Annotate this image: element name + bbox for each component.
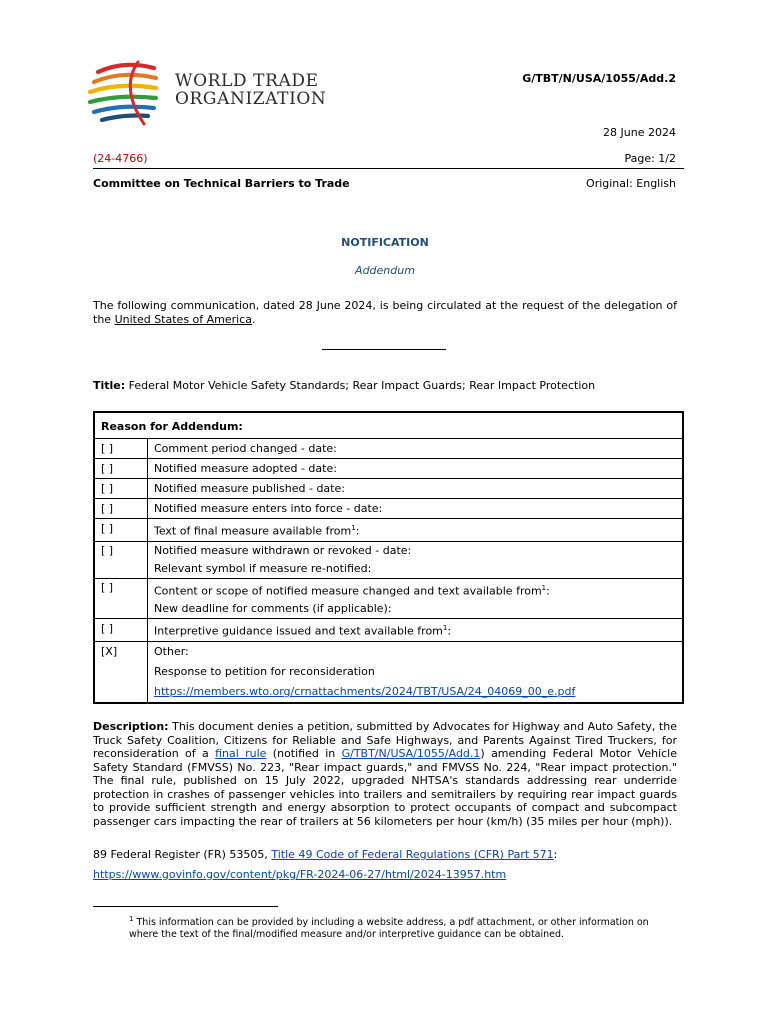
table-row xyxy=(94,541,683,578)
checkbox-mark: [ ] xyxy=(94,459,148,479)
header-divider xyxy=(93,168,684,169)
cfr-link[interactable]: Title 49 Code of Federal Regulations (CFR) Part 571 xyxy=(271,848,554,861)
reason-table xyxy=(93,411,684,704)
original-language: Original: English xyxy=(586,177,676,190)
footnote-divider xyxy=(93,906,278,907)
footnote xyxy=(93,913,677,941)
federal-register-line xyxy=(93,848,557,861)
intro-text: The following communication, dated 28 June 2024, is being circulated at the request of the delegation of the xyxy=(93,299,677,326)
checkbox-mark: [ ] xyxy=(94,619,148,642)
govinfo-link[interactable]: https://www.govinfo.gov/content/pkg/FR-2024-06-27/html/2024-13957.htm xyxy=(93,868,507,881)
footnote-ref: 1 xyxy=(442,624,448,633)
reason-text xyxy=(148,519,684,542)
table-row xyxy=(94,479,683,499)
reason-text: Notified measure adopted - date: xyxy=(148,459,684,479)
reason-text: Comment period changed - date: xyxy=(148,439,684,459)
notification-link[interactable]: G/TBT/N/USA/1055/Add.1 xyxy=(341,747,481,760)
title-line xyxy=(93,379,595,392)
reason-line: Other: xyxy=(154,644,189,658)
reason-text xyxy=(148,619,684,642)
footnote-mark: 1 xyxy=(129,915,134,923)
table-row xyxy=(94,519,683,542)
footnote-text: This information can be provided by including a website address, a pdf attachment, or other information on where the text of the final/modified measure and/or interpretive guidance can be obtained. xyxy=(129,917,649,941)
table-row xyxy=(94,619,683,642)
checkbox-mark: [ ] xyxy=(94,541,148,578)
reason-line: Interpretive guidance issued and text available from xyxy=(154,624,443,638)
org-line-2: ORGANIZATION xyxy=(175,89,327,109)
reason-text: Notified measure enters into force - date: xyxy=(148,499,684,519)
reason-text: Notified measure published - date: xyxy=(148,479,684,499)
table-row xyxy=(94,459,683,479)
reason-line xyxy=(154,579,682,601)
checkbox-mark: [X] xyxy=(94,641,148,703)
govinfo-line xyxy=(93,868,506,881)
reference-number: (24-4766) xyxy=(93,152,148,165)
checkbox-mark: [ ] xyxy=(94,479,148,499)
title-label: Title: xyxy=(93,379,126,392)
reason-text xyxy=(148,578,684,619)
section-separator xyxy=(322,349,446,350)
reason-header-row xyxy=(94,412,683,439)
reason-colon: : xyxy=(546,584,550,598)
title-text: Federal Motor Vehicle Safety Standards; Rear Impact Guards; Rear Impact Protection xyxy=(128,379,596,392)
reason-line: Text of final measure available from xyxy=(154,524,352,538)
table-row xyxy=(94,578,683,619)
reason-text xyxy=(148,641,684,703)
org-line-1: WORLD TRADE xyxy=(175,71,319,91)
checkbox-mark: [ ] xyxy=(94,439,148,459)
checkbox-mark: [ ] xyxy=(94,499,148,519)
document-date: 28 June 2024 xyxy=(603,126,676,139)
description-text-3: ) amending Federal Motor Vehicle Safety Standard (FMVSS) No. 223, "Rear impact guards," and FMVSS No. 224, "Rear impact protection." The final rule, published on 15 July 2022, upgraded NHTSA's standards addressing rear underride protection in crashes of passenger vehicles into trailers and semitrailers by requiring rear impact guards to provide sufficient strength and energy absorption to protect occupants of compact and subcompact passenger cars impacting the rear of trailers at 56 kilometers per hour (km/h) (35 miles per hour (mph)). xyxy=(93,747,678,828)
description-label: Description: xyxy=(93,720,169,733)
committee-name: Committee on Technical Barriers to Trade xyxy=(93,177,350,190)
addendum-subheading: Addendum xyxy=(355,264,415,277)
reason-text xyxy=(148,541,684,578)
reason-line-2: New deadline for comments (if applicable): xyxy=(154,602,392,616)
reason-line-2: Relevant symbol if measure re-notified: xyxy=(154,561,372,575)
reason-colon: : xyxy=(355,524,360,538)
reason-line-text: Content or scope of notified measure changed and text available from xyxy=(154,584,542,598)
wto-logo-text xyxy=(175,72,326,108)
member-name: United States of America xyxy=(114,313,253,326)
notification-heading: NOTIFICATION xyxy=(341,236,429,249)
description-paragraph xyxy=(93,720,677,828)
reason-line: Notified measure withdrawn or revoked - date: xyxy=(154,543,412,557)
reason-colon: : xyxy=(447,624,452,638)
description-text: This document denies a petition, submitted by Advocates for Highway and Auto Safety, the Truck Safety Coalition, Citizens for Reliable and Safe Highways, and Parents Against Tired Truckers, for reconsideration of a xyxy=(93,720,677,760)
table-row xyxy=(94,439,683,459)
intro-paragraph xyxy=(93,299,677,327)
attachment-link[interactable]: https://members.wto.org/crnattachments/2024/TBT/USA/24_04069_00_e.pdf xyxy=(154,684,576,698)
checkbox-mark: [ ] xyxy=(94,519,148,542)
footnote-ref: 1 xyxy=(351,524,356,532)
description-text-2: (notified in xyxy=(266,747,342,760)
document-symbol: G/TBT/N/USA/1055/Add.2 xyxy=(522,72,676,85)
intro-end: . xyxy=(252,313,256,326)
table-row xyxy=(94,641,683,703)
footnote-ref: 1 xyxy=(541,583,547,592)
reason-line-2: Response to petition for reconsideration xyxy=(154,664,375,678)
fr-text: 89 Federal Register (FR) 53505, xyxy=(93,848,272,861)
page-indicator: Page: 1/2 xyxy=(624,152,676,165)
reason-header: Reason for Addendum: xyxy=(94,412,683,439)
footnote-body xyxy=(93,913,677,941)
table-row xyxy=(94,499,683,519)
fr-colon: : xyxy=(553,848,558,861)
checkbox-mark: [ ] xyxy=(94,578,148,619)
final-rule-link[interactable]: final rule xyxy=(215,747,267,760)
